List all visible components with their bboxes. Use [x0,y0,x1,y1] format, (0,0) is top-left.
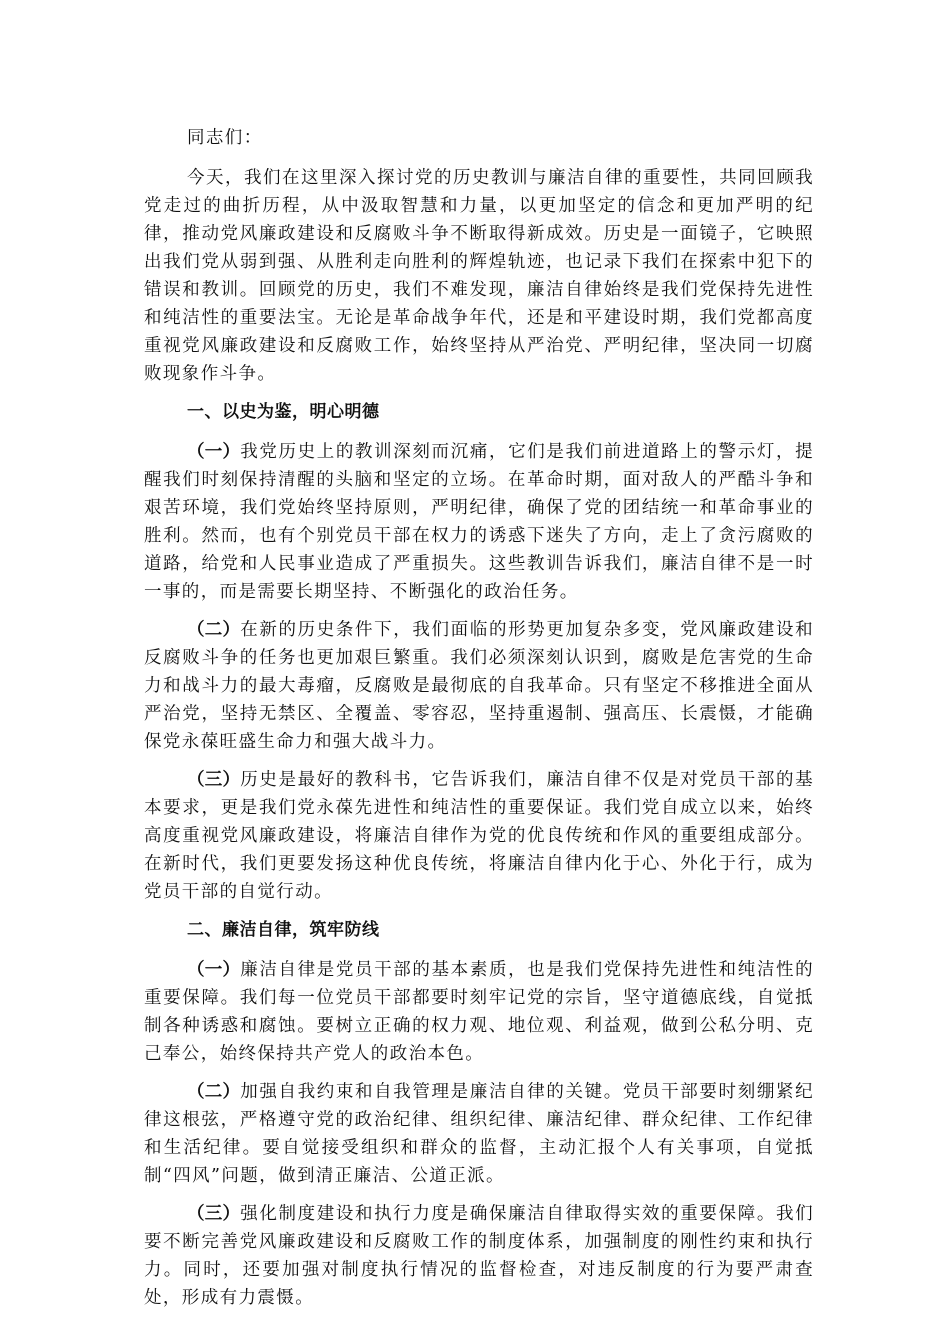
paragraph-text: 我党历史上的教训深刻而沉痛，它们是我们前进道路上的警示灯，提醒我们时刻保持清醒的头脑和坚定的立场。在革命时期，面对敌人的严酷斗争和艰苦环境，我们党始终坚持原则，严明纪律，确保了党的团结统一和革命事业的胜利。然而，也有个别党员干部在权力的诱惑下迷失了方向，走上了贪污腐败的道路，给党和人民事业造成了严重损失。这些教训告诉我们，廉洁自律不是一时一事的，而是需要长期坚持、不断强化的政治任务。 [144,442,814,602]
section-heading-1: 一、以史为鉴，明心明德 [187,402,380,422]
section-1-paragraph-3 [144,766,814,906]
paragraph-text: 在新的历史条件下，我们面临的形势更加复杂多变，党风廉政建设和反腐败斗争的任务也更加艰巨繁重。我们必须深刻认识到，腐败是危害党的生命力和战斗力的最大毒瘤，反腐败是最彻底的自我革命。只有坚定不移推进全面从严治党，坚持无禁区、全覆盖、零容忍，坚持重遏制、强高压、长震慑，才能确保党永葆旺盛生命力和强大战斗力。 [144,620,814,752]
section-2-paragraph-2 [144,1078,814,1190]
paragraph-number: （二） [187,1082,241,1102]
section-2-paragraph-3 [144,1200,814,1312]
section-1-paragraph-1 [144,438,814,606]
section-heading-2: 二、廉洁自律，筑牢防线 [187,920,380,940]
salutation: 同志们： [187,128,263,148]
paragraph-number: （二） [187,620,241,640]
section-2-paragraph-1 [144,956,814,1068]
intro-paragraph: 今天，我们在这里深入探讨党的历史教训与廉洁自律的重要性，共同回顾我党走过的曲折历程，从中汲取智慧和力量，以更加坚定的信念和更加严明的纪律，推动党风廉政建设和反腐败斗争不断取得新成效。历史是一面镜子，它映照出我们党从弱到强、从胜利走向胜利的辉煌轨迹，也记录下我们在探索中犯下的错误和教训。回顾党的历史，我们不难发现，廉洁自律始终是我们党保持先进性和纯洁性的重要法宝。无论是革命战争年代，还是和平建设时期，我们党都高度重视党风廉政建设和反腐败工作，始终坚持从严治党、严明纪律，坚决同一切腐败现象作斗争。 [144,168,814,384]
paragraph-number: （三） [187,770,241,790]
paragraph-number: （一） [187,960,241,980]
paragraph-text: 廉洁自律是党员干部的基本素质，也是我们党保持先进性和纯洁性的重要保障。我们每一位党员干部都要时刻牢记党的宗旨，坚守道德底线，自觉抵制各种诱惑和腐蚀。要树立正确的权力观、地位观、利益观，做到公私分明、克己奉公，始终保持共产党人的政治本色。 [144,960,814,1064]
paragraph-text: 强化制度建设和执行力度是确保廉洁自律取得实效的重要保障。我们要不断完善党风廉政建设和反腐败工作的制度体系，加强制度的刚性约束和执行力。同时，还要加强对制度执行情况的监督检查，对违反制度的行为要严肃查处，形成有力震慑。 [144,1204,814,1308]
paragraph-text: 历史是最好的教科书，它告诉我们，廉洁自律不仅是对党员干部的基本要求，更是我们党永葆先进性和纯洁性的重要保证。我们党自成立以来，始终高度重视党风廉政建设，将廉洁自律作为党的优良传统和作风的重要组成部分。在新时代，我们更要发扬这种优良传统，将廉洁自律内化于心、外化于行，成为党员干部的自觉行动。 [144,770,814,902]
document-page [144,124,814,1322]
paragraph-number: （三） [187,1204,241,1224]
section-1-paragraph-2 [144,616,814,756]
paragraph-text: 加强自我约束和自我管理是廉洁自律的关键。党员干部要时刻绷紧纪律这根弦，严格遵守党的政治纪律、组织纪律、廉洁纪律、群众纪律、工作纪律和生活纪律。要自觉接受组织和群众的监督，主动汇报个人有关事项，自觉抵制“四风”问题，做到清正廉洁、公道正派。 [144,1082,814,1186]
paragraph-number: （一） [187,442,241,462]
